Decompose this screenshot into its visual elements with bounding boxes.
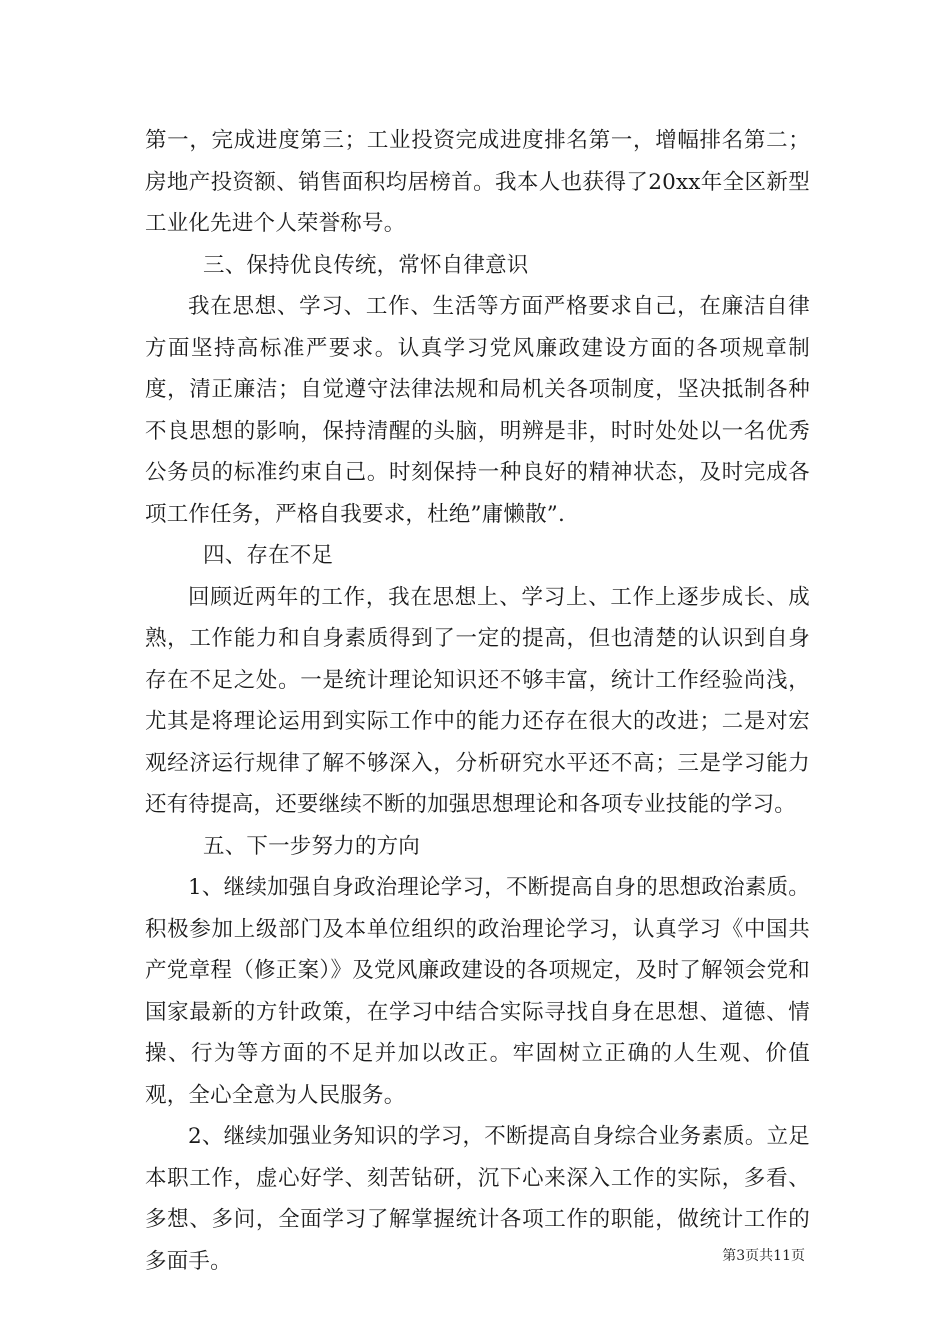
paragraph-shortcomings: 回顾近两年的工作，我在思想上、学习上、工作上逐步成长、成熟，工作能力和自身素质得到了一定的提高，但也清楚的认识到自身存在不足之处。一是统计理论知识还不够丰富，统计工作经验尚浅，尤其是将理论运用到实际工作中的能力还存在很大的改进；二是对宏观经济运行规律了解不够深入，分析研究水平还不高；三是学习能力还有待提高，还要继续不断的加强思想理论和各项专业技能的学习。 bbox=[145, 584, 810, 817]
page-number-footer: 第3页共11页 bbox=[722, 1248, 805, 1264]
paragraph-self-discipline: 我在思想、学习、工作、生活等方面严格要求自己，在廉洁自律方面坚持高标准严要求。认真学习党风廉政建设方面的各项规章制度，清正廉洁；自觉遵守法律法规和局机关各项制度，坚决抵制各种不良思想的影响，保持清醒的头脑，明辨是非，时时处处以一名优秀公务员的标准约束自己。时刻保持一种良好的精神状态，及时完成各项工作任务，严格自我要求，杜绝”庸懒散”. bbox=[145, 294, 810, 527]
document-body bbox=[145, 120, 810, 1282]
paragraph-continuation: 第一，完成进度第三；工业投资完成进度排名第一，增幅排名第二；房地产投资额、销售面积均居榜首。我本人也获得了20xx年全区新型工业化先进个人荣誉称号。 bbox=[145, 128, 810, 236]
section-heading-3: 三、保持优良传统，常怀自律意识 bbox=[203, 252, 529, 278]
paragraph-direction-2: 2、继续加强业务知识的学习，不断提高自身综合业务素质。立足本职工作，虚心好学、刻苦钻研，沉下心来深入工作的实际，多看、多想、多问，全面学习了解掌握统计各项工作的职能，做统计工作的多面手。 bbox=[145, 1124, 810, 1274]
paragraph-direction-1: 1、继续加强自身政治理论学习，不断提高自身的思想政治素质。积极参加上级部门及本单位组织的政治理论学习，认真学习《中国共产党章程（修正案）》及党风廉政建设的各项规定，及时了解领会党和国家最新的方针政策，在学习中结合实际寻找自身在思想、道德、情操、行为等方面的不足并加以改正。牢固树立正确的人生观、价值观，全心全意为人民服务。 bbox=[145, 875, 810, 1108]
section-heading-4: 四、存在不足 bbox=[203, 543, 334, 568]
section-heading-5: 五、下一步努力的方向 bbox=[203, 833, 421, 859]
